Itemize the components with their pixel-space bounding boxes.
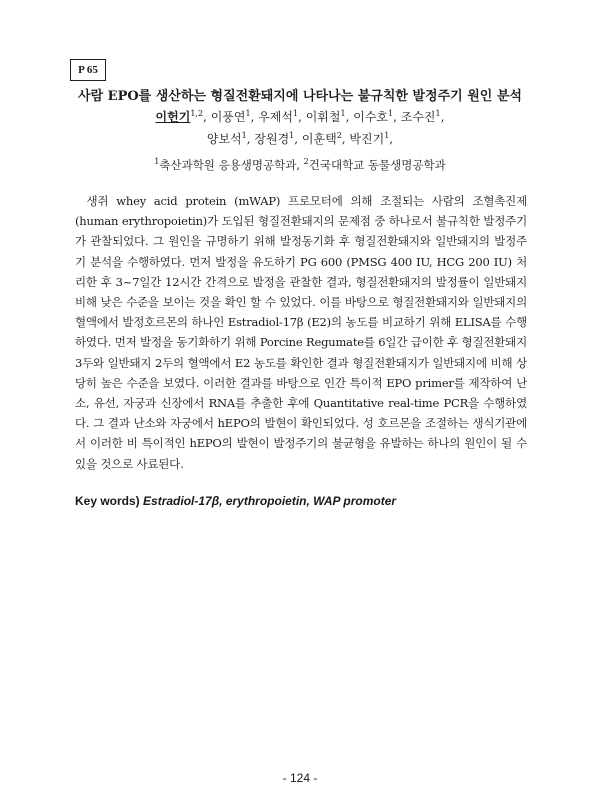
author-line-1: 이헌기$^{1,2}$, 이풍연$^1$, 우제석$^1$, 이휘철$^1$, 이수호$^1$, 조수진$^1$,	[155, 109, 445, 124]
author-line-2: 양보석$^1$, 장원경$^1$, 이훈택$^2$, 박진기$^1$,	[206, 131, 394, 146]
affiliations	[60, 157, 540, 173]
affiliation-2: 건국대학교 동물생명공학과	[308, 158, 446, 172]
author-affil-mark: 1	[388, 109, 394, 118]
author-affil-mark: 1,2	[190, 109, 204, 118]
author-affil-mark: 1	[292, 109, 299, 118]
paper-title: 사람 EPO를 생산하는 형질전환돼지에 나타나는 불규칙한 발정주기 원인 분석	[78, 89, 522, 104]
keywords	[75, 494, 535, 508]
author-affil-mark: 1	[384, 131, 390, 140]
abstract-id-box: P 65	[70, 59, 106, 81]
author-name: 양보석	[206, 132, 242, 146]
author-affil-mark: 1	[435, 109, 441, 118]
author-name: 장원경	[254, 132, 290, 146]
author-name: 이헌기	[155, 110, 191, 124]
author-name: 이풍연	[210, 110, 246, 124]
author-name: 이수호	[353, 110, 389, 124]
author-affil-mark: 1	[245, 109, 251, 118]
author-name: 이훈택	[301, 132, 337, 146]
author-affil-mark: 1	[340, 109, 346, 118]
keywords-label: Key words)	[75, 494, 140, 508]
affiliation-1: 축산과학원 응용생명공학과,	[159, 158, 300, 172]
author-name: 이휘철	[305, 110, 341, 124]
author-name: 조수진	[400, 110, 436, 124]
author-name: 우제석	[258, 110, 293, 124]
affil-mark: 2	[303, 157, 309, 167]
author-affil-mark: 2	[336, 131, 342, 140]
author-affil-mark: 1	[241, 131, 247, 140]
keywords-value: Estradiol-17β, erythropoietin, WAP promoter	[143, 494, 397, 508]
author-affil-mark: 1	[289, 131, 295, 140]
affil-mark: 1	[154, 157, 160, 167]
abstract-body	[75, 191, 527, 474]
author-name: 박진기	[349, 132, 385, 146]
author-list	[60, 106, 540, 150]
page-number: - 124 -	[282, 771, 318, 785]
abstract-text: 생쥐 whey acid protein (mWAP) 프로모터에 의해 조절되는 사람의 조혈촉진제(human erythropoietin)가 도입된 형질전환돼지의 문제점 중 하나로서 불규칙한 발정주기가 관찰되었다. 그 원인을 규명하기 위해 발정동기화 후 형질전환돼지와 일반돼지의 발정주기 분석을 수행하였다. 먼저 발정을 유도하기 PG 600 (PMSG 400 IU, HCG 200 IU) 처리한 후 3~7일간 12시간 간격으로 발정을 관찰한 결과, 형질전환돼지의 발정률이 일반돼지 비해 낮은 수준을 보이는 것을 확인 할 수 있었다. 이를 바탕으로 형질전환돼지와 일반돼지의 혈액에서 발정호르몬의 하나인 Estradiol-17β (E2)의 농도를 비교하기 위해 ELISA를 수행 하였다. 먼저 발정을 동기화하기 위해 Porcine Regumate를 6일간 급이한 후 형질전환돼지 3두와 일반돼지 2두의 혈액에서 E2 농도를 확인한 결과 형질전환돼지가 일반돼지에 비해 상당히 높은 수준을 보였다. 이러한 결과를 바탕으로 인간 특이적 EPO primer를 제작하여 난소, 유선, 자궁과 신장에서 RNA를 추출한 후에 Quantitative real-time PCR을 수행하였다. 그 결과 난소와 자궁에서 hEPO의 발현이 확인되었다. 성 호르몬을 조절하는 생식기관에서 이러한 비 특이적인 hEPO의 발현이 발정주기의 불균형을 유발하는 하나의 원인이 될 수 있을 것으로 사료된다.	[75, 194, 527, 471]
